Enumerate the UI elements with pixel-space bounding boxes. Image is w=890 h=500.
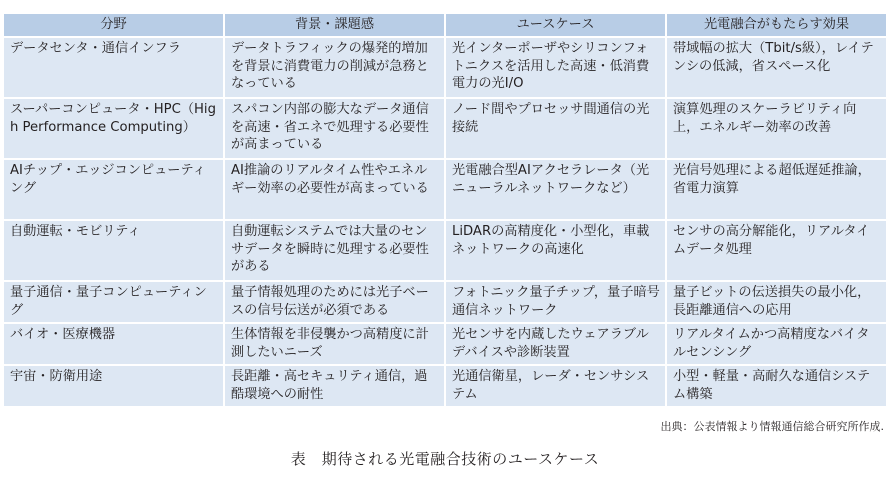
cell-usecase: 光インターポーザやシリコンフォトニクスを活用した高速・低消費電力の光I/O <box>446 38 665 97</box>
cell-background: 長距離・高セキュリティ通信，過酷環境への耐性 <box>225 366 444 406</box>
cell-effect: 帯域幅の拡大（Tbit/s級），レイテンシの低減，省スペース化 <box>667 38 886 97</box>
cell-field: 宇宙・防衛用途 <box>4 366 223 406</box>
header-field: 分野 <box>4 14 223 36</box>
table-row <box>4 99 886 158</box>
cell-field: バイオ・医療機器 <box>4 324 223 364</box>
table-header <box>4 14 886 36</box>
cell-background: AI推論のリアルタイム性やエネルギー効率の必要性が高まっている <box>225 160 444 219</box>
table-body <box>4 38 886 406</box>
table-caption: 表 期待される光電融合技術のユースケース <box>290 450 600 468</box>
table-row <box>4 366 886 406</box>
cell-background: データトラフィックの爆発的増加を背景に消費電力の削減が急務となっている <box>225 38 444 97</box>
cell-effect: リアルタイムかつ高精度なバイタルセンシング <box>667 324 886 364</box>
cell-field: 量子通信・量子コンピューティング <box>4 282 223 322</box>
cell-usecase: 光センサを内蔵したウェアラブルデバイスや診断装置 <box>446 324 665 364</box>
source-note: 出典：公表情報より情報通信総合研究所作成. <box>660 420 884 433</box>
header-effect: 光電融合がもたらす効果 <box>667 14 886 36</box>
header-usecase: ユースケース <box>446 14 665 36</box>
table-row <box>4 160 886 219</box>
cell-field: 自動運転・モビリティ <box>4 221 223 280</box>
cell-field: データセンタ・通信インフラ <box>4 38 223 97</box>
cell-effect: 量子ビットの伝送損失の最小化，長距離通信への応用 <box>667 282 886 322</box>
table-row <box>4 324 886 364</box>
table-row <box>4 282 886 322</box>
cell-usecase: LiDARの高精度化・小型化，車載ネットワークの高速化 <box>446 221 665 280</box>
cell-effect: 演算処理のスケーラビリティ向上，エネルギー効率の改善 <box>667 99 886 158</box>
cell-background: 量子情報処理のためには光子ベースの信号伝送が必須である <box>225 282 444 322</box>
cell-effect: 光信号処理による超低遅延推論，省電力演算 <box>667 160 886 219</box>
cell-field: スーパーコンピュータ・HPC（High Performance Computing） <box>4 99 223 158</box>
cell-background: 自動運転システムでは大量のセンサデータを瞬時に処理する必要性がある <box>225 221 444 280</box>
usecase-table <box>2 12 888 408</box>
table-row <box>4 221 886 280</box>
cell-usecase: 光電融合型AIアクセラレータ（光ニューラルネットワークなど） <box>446 160 665 219</box>
cell-effect: 小型・軽量・高耐久な通信システム構築 <box>667 366 886 406</box>
cell-usecase: 光通信衛星，レーダ・センサシステム <box>446 366 665 406</box>
header-background: 背景・課題感 <box>225 14 444 36</box>
table-row <box>4 38 886 97</box>
cell-background: 生体情報を非侵襲かつ高精度に計測したいニーズ <box>225 324 444 364</box>
cell-effect: センサの高分解能化，リアルタイムデータ処理 <box>667 221 886 280</box>
cell-background: スパコン内部の膨大なデータ通信を高速・省エネで処理する必要性が高まっている <box>225 99 444 158</box>
cell-usecase: フォトニック量子チップ，量子暗号通信ネットワーク <box>446 282 665 322</box>
cell-field: AIチップ・エッジコンピューティング <box>4 160 223 219</box>
header-row <box>4 14 886 36</box>
cell-usecase: ノード間やプロセッサ間通信の光接続 <box>446 99 665 158</box>
